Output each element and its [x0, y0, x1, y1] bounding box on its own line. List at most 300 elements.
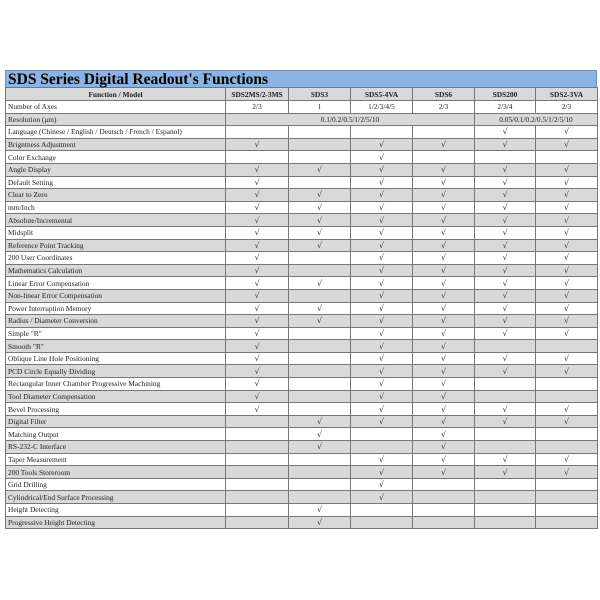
support-cell — [289, 315, 351, 328]
support-cell — [475, 365, 536, 378]
row-label: Clear to Zero — [6, 189, 226, 202]
check-icon: √ — [316, 215, 323, 225]
support-cell — [536, 453, 598, 466]
check-icon: √ — [563, 366, 570, 376]
header-row — [6, 88, 598, 101]
check-icon: √ — [254, 379, 260, 389]
check-icon: √ — [563, 228, 570, 238]
support-cell — [475, 315, 536, 328]
check-icon: √ — [440, 328, 447, 338]
support-cell — [536, 340, 598, 353]
support-cell — [226, 466, 289, 479]
support-cell — [289, 126, 351, 139]
row-label: Language (Chinese / English / Deutsch / French / Espanol) — [6, 126, 226, 139]
row-label: 200 User Coordinates — [6, 252, 226, 265]
support-cell — [351, 163, 413, 176]
table-row-axes — [6, 101, 598, 114]
support-cell — [351, 516, 413, 529]
check-icon: √ — [378, 454, 385, 464]
check-icon: √ — [502, 177, 508, 187]
support-cell — [475, 214, 536, 227]
table-row — [6, 327, 598, 340]
table-row — [6, 302, 598, 315]
row-label: Tool Diameter Compensation — [6, 390, 226, 403]
table-row — [6, 264, 598, 277]
table-row — [6, 340, 598, 353]
support-cell — [351, 340, 413, 353]
support-cell — [413, 315, 475, 328]
check-icon: √ — [316, 303, 323, 313]
check-icon: √ — [502, 203, 508, 213]
check-icon: √ — [378, 303, 385, 313]
support-cell — [226, 264, 289, 277]
check-icon: √ — [502, 328, 508, 338]
support-cell — [289, 252, 351, 265]
support-cell — [475, 504, 536, 517]
support-cell — [226, 226, 289, 239]
check-icon: √ — [502, 278, 508, 288]
support-cell — [413, 327, 475, 340]
support-cell — [289, 239, 351, 252]
support-cell — [226, 365, 289, 378]
support-cell — [226, 516, 289, 529]
check-icon: √ — [563, 165, 570, 175]
support-cell — [289, 151, 351, 164]
support-cell — [536, 252, 598, 265]
check-icon: √ — [440, 278, 447, 288]
support-cell — [536, 441, 598, 454]
header-model: SDS6 — [413, 88, 475, 101]
table-row — [6, 453, 598, 466]
support-cell — [536, 201, 598, 214]
support-cell — [475, 163, 536, 176]
support-cell — [226, 428, 289, 441]
header-model: SDS3 — [289, 88, 351, 101]
check-icon: √ — [563, 140, 570, 150]
check-icon: √ — [378, 140, 385, 150]
check-icon: √ — [440, 454, 447, 464]
row-label: Taper Measurement — [6, 453, 226, 466]
check-icon: √ — [563, 417, 570, 427]
support-cell — [351, 302, 413, 315]
support-cell — [475, 453, 536, 466]
check-icon: √ — [378, 190, 385, 200]
check-icon: √ — [316, 316, 323, 326]
check-icon: √ — [440, 341, 447, 351]
row-label: Bevel Processing — [6, 403, 226, 416]
check-icon: √ — [502, 467, 508, 477]
table-row — [6, 277, 598, 290]
support-cell — [475, 264, 536, 277]
check-icon: √ — [563, 291, 570, 301]
check-icon: √ — [254, 203, 260, 213]
support-cell — [289, 264, 351, 277]
row-label: Midsplit — [6, 226, 226, 239]
check-icon: √ — [563, 253, 570, 263]
support-cell — [475, 441, 536, 454]
support-cell — [289, 289, 351, 302]
support-cell — [351, 214, 413, 227]
support-cell — [413, 151, 475, 164]
table-row — [6, 239, 598, 252]
check-icon: √ — [378, 228, 385, 238]
support-cell — [536, 163, 598, 176]
check-icon: √ — [254, 303, 260, 313]
header-model: SDS5-4VA — [351, 88, 413, 101]
check-icon: √ — [378, 165, 385, 175]
check-icon: √ — [502, 215, 508, 225]
support-cell — [351, 390, 413, 403]
support-cell — [536, 138, 598, 151]
support-cell — [226, 277, 289, 290]
support-cell — [226, 415, 289, 428]
support-cell — [536, 428, 598, 441]
row-label: mm/Inch — [6, 201, 226, 214]
support-cell — [289, 403, 351, 416]
support-cell — [289, 415, 351, 428]
support-cell — [351, 478, 413, 491]
support-cell — [351, 327, 413, 340]
check-icon: √ — [440, 240, 447, 250]
support-cell — [351, 415, 413, 428]
check-icon: √ — [440, 391, 447, 401]
support-cell — [289, 453, 351, 466]
support-cell — [413, 289, 475, 302]
check-icon: √ — [440, 366, 447, 376]
check-icon: √ — [316, 190, 323, 200]
support-cell — [289, 340, 351, 353]
check-icon: √ — [316, 165, 323, 175]
check-icon: √ — [254, 190, 260, 200]
support-cell — [475, 352, 536, 365]
support-cell — [536, 415, 598, 428]
check-icon: √ — [254, 328, 260, 338]
row-label: Radius / Diameter Conversion — [6, 315, 226, 328]
table-row-resolution — [6, 113, 598, 126]
check-icon: √ — [316, 203, 323, 213]
support-cell — [351, 378, 413, 391]
table-row — [6, 415, 598, 428]
check-icon: √ — [440, 291, 447, 301]
support-cell — [475, 516, 536, 529]
check-icon: √ — [316, 429, 323, 439]
support-cell — [536, 151, 598, 164]
check-icon: √ — [378, 203, 385, 213]
check-icon: √ — [378, 215, 385, 225]
check-icon: √ — [316, 417, 323, 427]
support-cell — [351, 504, 413, 517]
support-cell — [475, 289, 536, 302]
support-cell — [536, 264, 598, 277]
support-cell — [536, 176, 598, 189]
check-icon: √ — [378, 291, 385, 301]
support-cell — [226, 252, 289, 265]
support-cell — [289, 277, 351, 290]
support-cell — [475, 378, 536, 391]
support-cell — [413, 441, 475, 454]
table-row — [6, 466, 598, 479]
check-icon: √ — [440, 190, 447, 200]
support-cell — [226, 352, 289, 365]
table-row — [6, 289, 598, 302]
header-model: SDS200 — [475, 88, 536, 101]
support-cell — [289, 327, 351, 340]
support-cell — [289, 390, 351, 403]
table-row — [6, 126, 598, 139]
table-row — [6, 214, 598, 227]
support-cell — [475, 239, 536, 252]
support-cell — [413, 491, 475, 504]
table-row — [6, 504, 598, 517]
support-cell — [413, 176, 475, 189]
check-icon: √ — [254, 366, 260, 376]
check-icon: √ — [254, 341, 260, 351]
table-row — [6, 201, 598, 214]
support-cell — [536, 403, 598, 416]
support-cell — [226, 327, 289, 340]
table-row — [6, 403, 598, 416]
header-model: SDS2MS/2-3MS — [226, 88, 289, 101]
support-cell — [289, 466, 351, 479]
support-cell — [351, 239, 413, 252]
support-cell — [536, 466, 598, 479]
row-label: Power Interruption Memory — [6, 302, 226, 315]
support-cell — [351, 201, 413, 214]
row-label: Progressive Height Detecting — [6, 516, 226, 529]
support-cell — [413, 428, 475, 441]
support-cell — [226, 403, 289, 416]
support-cell — [289, 214, 351, 227]
row-label: Mathematics Calculation — [6, 264, 226, 277]
row-label: Linear Error Compensation — [6, 277, 226, 290]
row-label: Oblique Line Hole Positioning — [6, 352, 226, 365]
check-icon: √ — [563, 303, 570, 313]
support-cell — [413, 201, 475, 214]
check-icon: √ — [440, 429, 447, 439]
support-cell — [226, 201, 289, 214]
check-icon: √ — [378, 328, 385, 338]
check-icon: √ — [254, 278, 260, 288]
check-icon: √ — [378, 177, 385, 187]
support-cell — [226, 504, 289, 517]
check-icon: √ — [254, 391, 260, 401]
table-row — [6, 315, 598, 328]
check-icon: √ — [440, 404, 447, 414]
support-cell — [413, 214, 475, 227]
check-icon: √ — [502, 140, 508, 150]
support-cell — [226, 491, 289, 504]
row-label: Simple "R" — [6, 327, 226, 340]
support-cell — [536, 504, 598, 517]
support-cell — [351, 151, 413, 164]
axes-value: 1 — [289, 101, 351, 114]
check-icon: √ — [378, 354, 385, 364]
support-cell — [475, 327, 536, 340]
check-icon: √ — [254, 228, 260, 238]
support-cell — [413, 138, 475, 151]
check-icon: √ — [563, 454, 570, 464]
check-icon: √ — [440, 442, 447, 452]
support-cell — [351, 176, 413, 189]
check-icon: √ — [378, 278, 385, 288]
support-cell — [413, 403, 475, 416]
check-icon: √ — [378, 492, 385, 502]
support-cell — [475, 340, 536, 353]
support-cell — [536, 214, 598, 227]
support-cell — [536, 365, 598, 378]
check-icon: √ — [316, 517, 323, 527]
check-icon: √ — [502, 354, 508, 364]
check-icon: √ — [378, 417, 385, 427]
check-icon: √ — [316, 240, 323, 250]
check-icon: √ — [502, 454, 508, 464]
check-icon: √ — [440, 177, 447, 187]
support-cell — [536, 289, 598, 302]
support-cell — [289, 352, 351, 365]
check-icon: √ — [502, 165, 508, 175]
support-cell — [536, 378, 598, 391]
support-cell — [226, 478, 289, 491]
support-cell — [413, 264, 475, 277]
check-icon: √ — [502, 190, 508, 200]
check-icon: √ — [378, 341, 385, 351]
support-cell — [475, 428, 536, 441]
support-cell — [475, 138, 536, 151]
support-cell — [413, 239, 475, 252]
support-cell — [475, 466, 536, 479]
support-cell — [289, 201, 351, 214]
check-icon: √ — [563, 328, 570, 338]
table-row — [6, 365, 598, 378]
check-icon: √ — [502, 366, 508, 376]
row-label: Angle Display — [6, 163, 226, 176]
support-cell — [475, 176, 536, 189]
support-cell — [475, 151, 536, 164]
row-label: Matching Output — [6, 428, 226, 441]
row-label: Color Exchange — [6, 151, 226, 164]
table-row — [6, 252, 598, 265]
check-icon: √ — [502, 253, 508, 263]
support-cell — [289, 189, 351, 202]
support-cell — [351, 138, 413, 151]
table-row — [6, 163, 598, 176]
support-cell — [226, 453, 289, 466]
check-icon: √ — [254, 404, 260, 414]
check-icon: √ — [440, 140, 447, 150]
support-cell — [413, 163, 475, 176]
check-icon: √ — [502, 303, 508, 313]
support-cell — [226, 151, 289, 164]
support-cell — [536, 277, 598, 290]
support-cell — [536, 327, 598, 340]
support-cell — [351, 352, 413, 365]
row-label: Height Detecting — [6, 504, 226, 517]
table-row — [6, 441, 598, 454]
check-icon: √ — [254, 177, 260, 187]
support-cell — [413, 352, 475, 365]
support-cell — [536, 390, 598, 403]
support-cell — [226, 176, 289, 189]
support-cell — [475, 302, 536, 315]
check-icon: √ — [440, 467, 447, 477]
support-cell — [413, 340, 475, 353]
support-cell — [413, 516, 475, 529]
check-icon: √ — [563, 354, 570, 364]
check-icon: √ — [502, 417, 508, 427]
table-row — [6, 491, 598, 504]
axes-value: 2/3 — [226, 101, 289, 114]
support-cell — [289, 478, 351, 491]
check-icon: √ — [378, 391, 385, 401]
check-icon: √ — [502, 228, 508, 238]
row-label: Cylindrical/End Surface Processing — [6, 491, 226, 504]
row-label: RS-232-C Interface — [6, 441, 226, 454]
support-cell — [289, 504, 351, 517]
support-cell — [226, 390, 289, 403]
support-cell — [226, 315, 289, 328]
resolution-value-standard: 0.1/0.2/0.5/1/2/5/10 — [226, 113, 475, 126]
check-icon: √ — [254, 165, 260, 175]
check-icon: √ — [563, 316, 570, 326]
check-icon: √ — [502, 291, 508, 301]
check-icon: √ — [254, 291, 260, 301]
row-label: Smooth "R" — [6, 340, 226, 353]
support-cell — [413, 390, 475, 403]
row-label: Absolute/Incremental — [6, 214, 226, 227]
support-cell — [289, 226, 351, 239]
support-cell — [413, 252, 475, 265]
support-cell — [536, 352, 598, 365]
support-cell — [289, 516, 351, 529]
check-icon: √ — [563, 467, 570, 477]
support-cell — [351, 315, 413, 328]
support-cell — [536, 189, 598, 202]
support-cell — [351, 453, 413, 466]
support-cell — [413, 415, 475, 428]
axes-value: 2/3 — [413, 101, 475, 114]
support-cell — [226, 289, 289, 302]
support-cell — [351, 403, 413, 416]
support-cell — [413, 504, 475, 517]
support-cell — [351, 441, 413, 454]
check-icon: √ — [378, 253, 385, 263]
row-label: Grid Drilling — [6, 478, 226, 491]
check-icon: √ — [563, 404, 570, 414]
table-row — [6, 226, 598, 239]
support-cell — [226, 302, 289, 315]
support-cell — [413, 453, 475, 466]
support-cell — [289, 176, 351, 189]
table-row — [6, 151, 598, 164]
check-icon: √ — [440, 266, 447, 276]
support-cell — [289, 302, 351, 315]
support-cell — [475, 226, 536, 239]
check-icon: √ — [440, 203, 447, 213]
check-icon: √ — [502, 404, 508, 414]
functions-sheet — [5, 70, 597, 529]
support-cell — [351, 365, 413, 378]
check-icon: √ — [378, 404, 385, 414]
support-cell — [289, 365, 351, 378]
support-cell — [475, 403, 536, 416]
check-icon: √ — [378, 480, 385, 490]
row-label: Default Setting — [6, 176, 226, 189]
check-icon: √ — [502, 127, 508, 137]
support-cell — [351, 491, 413, 504]
support-cell — [536, 478, 598, 491]
check-icon: √ — [378, 316, 385, 326]
check-icon: √ — [440, 228, 447, 238]
